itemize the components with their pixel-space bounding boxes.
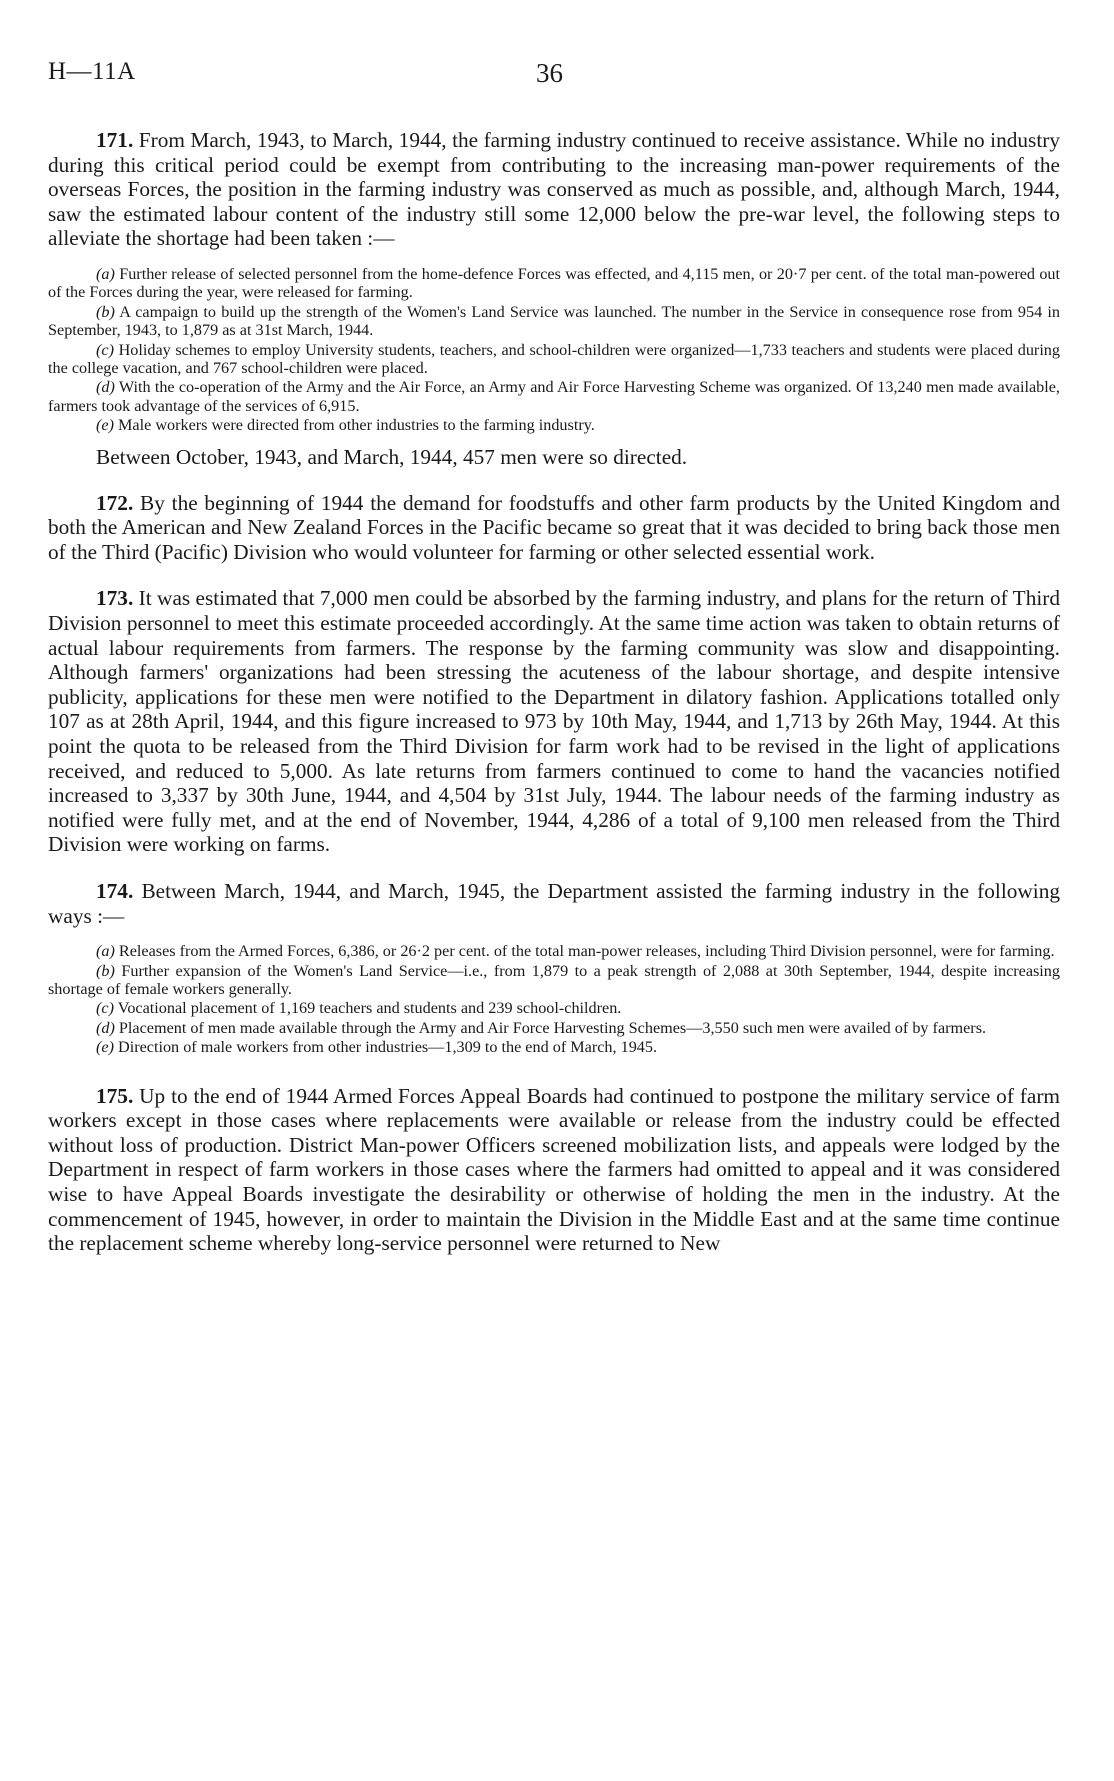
document-reference: H—11A <box>48 58 136 85</box>
item-label: (b) <box>96 302 115 321</box>
item-text: Holiday schemes to employ University students, teachers, and school-children were organized—1,733 teachers and students were placed during the college vacation, and 767 school-children were placed. <box>48 340 1060 377</box>
list-item <box>48 416 1060 434</box>
item-text: Placement of men made available through the Army and Air Force Harvesting Schemes—3,550 such men were availed of by farmers. <box>118 1018 987 1037</box>
item-text: A campaign to build up the strength of the Women's Land Service was launched. The number in the Service in consequence rose from 954 in September, 1943, to 1,879 as at 31st March, 1944. <box>48 302 1060 340</box>
item-label: (d) <box>96 1018 115 1037</box>
list-item <box>48 378 1060 415</box>
item-label: (c) <box>96 340 114 359</box>
item-label: (d) <box>96 378 115 397</box>
item-text: Releases from the Armed Forces, 6,386, or 26·2 per cent. of the total man-power releases, including Third Division personnel, were for farming. <box>118 942 1055 961</box>
section-173 <box>48 586 1060 857</box>
section-text: Up to the end of 1944 Armed Forces Appeal Boards had continued to postpone the military service of farm workers except in those cases where replacements were available or release from the industry could be effected without loss of production. District Man-power Officers screened mobilization lists, and appeals were lodged by the Department in respect of farm workers in those cases where the farmers had omitted to appeal and it was considered wise to have Appeal Boards investigate the desirability or otherwise of holding the men in the industry. At the commencement of 1945, however, in order to maintain the Division in the Middle East and at the same time continue the replacement scheme whereby long-service personnel were returned to New <box>48 1083 1060 1256</box>
section-text: Between March, 1944, and March, 1945, the Department assisted the farming industry in the following ways :— <box>48 878 1061 928</box>
section-171-closing: Between October, 1943, and March, 1944, 457 men were so directed. <box>96 444 688 469</box>
section-text: By the beginning of 1944 the demand for foodstuffs and other farm products by the United Kingdom and both the American and New Zealand Forces in the Pacific became so great that it was decided to bring back those men of the Third (Pacific) Division who would volunteer for farming or other selected essential work. <box>48 490 1060 564</box>
list-item <box>48 1019 1060 1037</box>
page-number: 36 <box>536 58 563 88</box>
list-item <box>48 999 1060 1017</box>
list-item <box>48 265 1060 302</box>
item-text: Direction of male workers from other industries—1,309 to the end of March, 1945. <box>118 1038 658 1057</box>
item-label: (e) <box>96 416 114 435</box>
section-175 <box>48 1084 1060 1256</box>
item-text: Male workers were directed from other industries to the farming industry. <box>118 416 595 435</box>
item-label: (c) <box>96 999 114 1018</box>
list-item <box>48 303 1060 340</box>
item-label: (a) <box>96 264 115 283</box>
section-number: 172. <box>96 490 134 515</box>
section-171 <box>48 128 1060 251</box>
item-text: Further expansion of the Women's Land Service—i.e., from 1,879 to a peak strength of 2,088 at 30th September, 1944, despite increasing shortage of female workers generally. <box>48 961 1060 998</box>
section-number: 171. <box>96 128 134 152</box>
item-label: (b) <box>96 961 115 980</box>
section-text: From March, 1943, to March, 1944, the farming industry continued to receive assistance. While no industry during this critical period could be exempt from contributing to the increasing man-power requirements of the overseas Forces, the position in the farming industry was conserved as much as possible, and, although March, 1944, saw the estimated labour content of the industry still some 12,000 below the pre-war level, the following steps to alleviate the shortage had been taken :— <box>48 128 1060 251</box>
section-172 <box>48 491 1060 565</box>
item-text: With the co-operation of the Army and the Air Force, an Army and Air Force Harvesting Scheme was organized. Of 13,240 men made available, farmers took advantage of the services of 6,915. <box>48 378 1060 415</box>
list-171 <box>48 265 1060 435</box>
section-174 <box>48 879 1060 928</box>
section-number: 174. <box>96 878 134 903</box>
section-text: It was estimated that 7,000 men could be absorbed by the farming industry, and plans for the return of Third Division personnel to meet this estimate proceeded accordingly. At the same time action was taken to obtain returns of actual labour requirements from farmers. The response by the farming community was slow and disappointing. Although farmers' organizations had been stressing the acuteness of the labour shortage, and despite intensive publicity, applications for these men were notified to the Department in dilatory fashion. Applications totalled only 107 as at 28th April, 1944, and this figure increased to 973 by 10th May, 1944, and 1,713 by 26th May, 1944. At this point the quota to be released from the Third Division for farm work had to be revised in the light of applications received, and reduced to 5,000. As late returns from farmers continued to come to hand the vacancies notified increased to 3,337 by 30th June, 1944, and 4,504 by 31st July, 1944. The labour needs of the farming industry as notified were fully met, and at the end of November, 1944, 4,286 of a total of 9,100 men released from the Third Division were working on farms. <box>48 586 1060 857</box>
body-text <box>48 128 1060 1256</box>
item-label: (a) <box>96 942 115 961</box>
item-text: Further release of selected personnel from the home-defence Forces was effected, and 4,115 men, or 20·7 per cent. of the total man-powered out of the Forces during the year, were released for farming. <box>48 264 1061 302</box>
list-174 <box>48 942 1060 1056</box>
list-item <box>48 341 1060 378</box>
list-item <box>48 1038 1060 1056</box>
section-number: 175. <box>96 1083 134 1108</box>
item-text: Vocational placement of 1,169 teachers and students and 239 school-children. <box>117 999 622 1018</box>
list-item <box>48 962 1060 999</box>
section-number: 173. <box>96 586 134 611</box>
item-label: (e) <box>96 1038 114 1057</box>
list-item <box>48 942 1060 960</box>
